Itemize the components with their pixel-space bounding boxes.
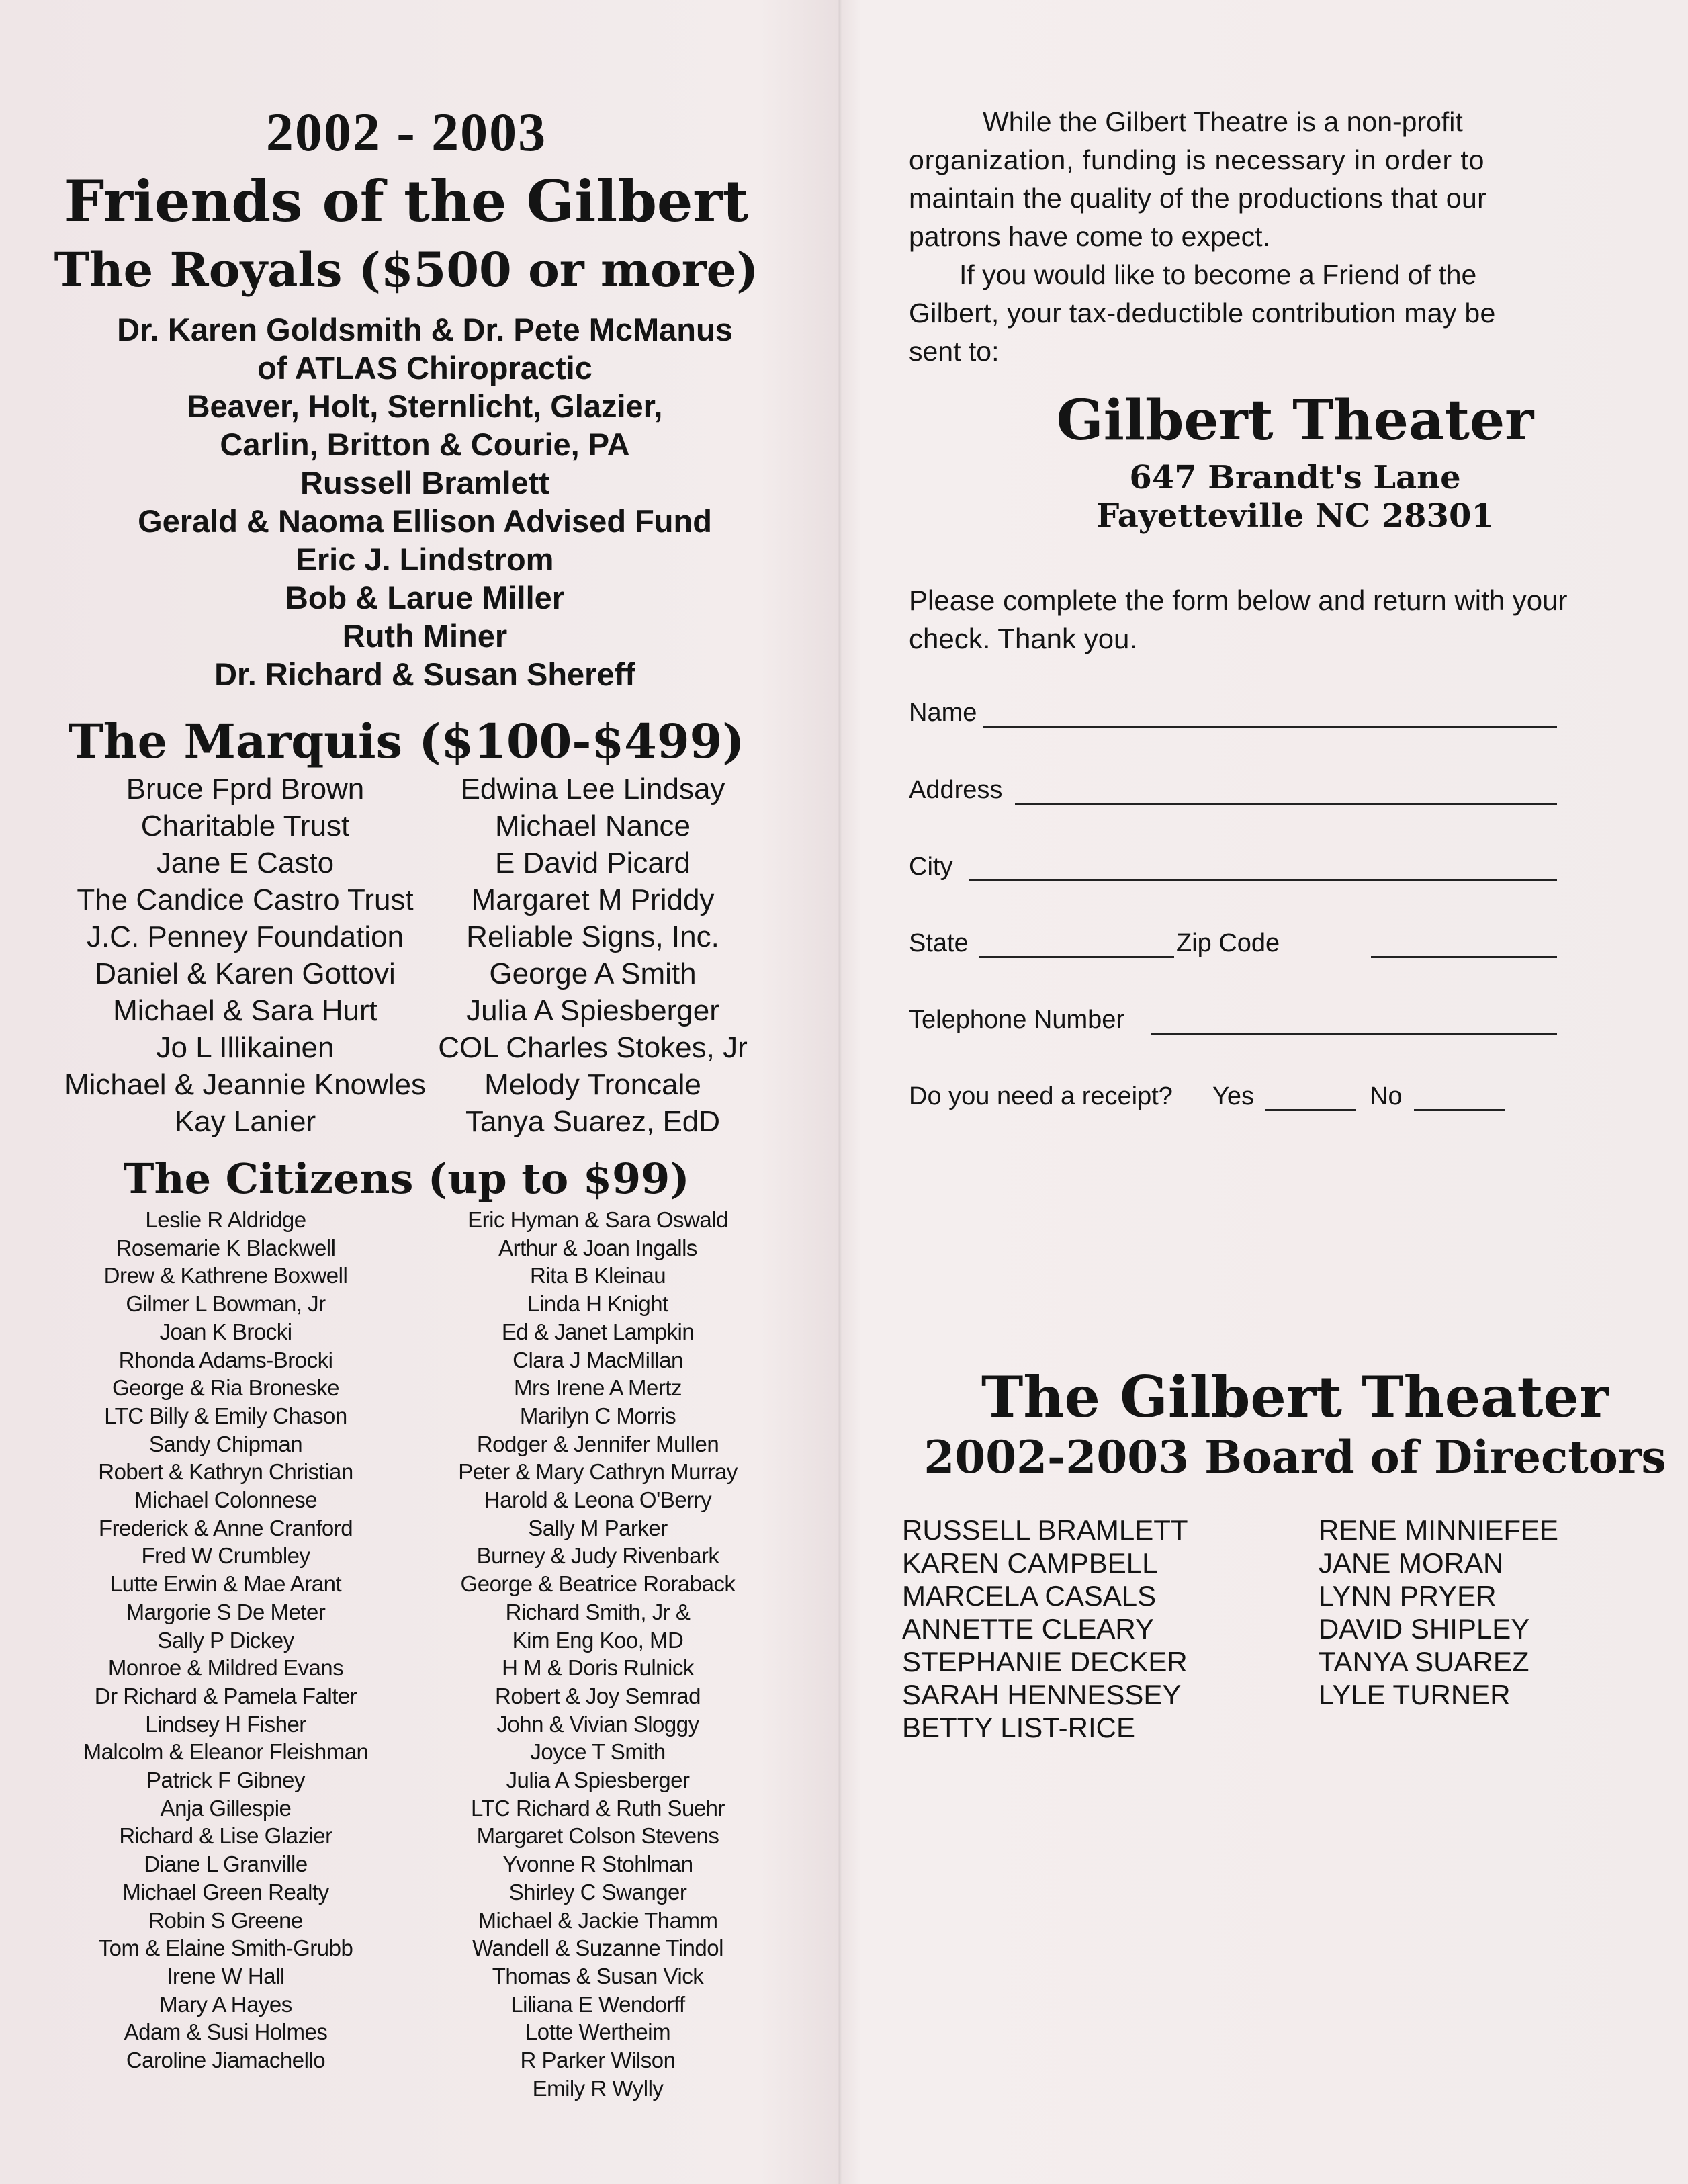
royals-donor: Carlin, Britton & Courie, PA bbox=[220, 427, 630, 462]
receipt-yes-label: Yes bbox=[1212, 1082, 1254, 1110]
marquis-donor: Margaret M Priddy bbox=[471, 883, 715, 916]
citizen-donor: Margorie S De Meter bbox=[126, 1599, 326, 1624]
citizen-donor: Richard Smith, Jr & bbox=[505, 1599, 691, 1624]
intro-line: sent to: bbox=[909, 336, 1000, 367]
royals-donor: Eric J. Lindstrom bbox=[296, 541, 554, 577]
marquis-donor: George A Smith bbox=[489, 957, 697, 990]
citizen-donor: Joan K Brocki bbox=[159, 1319, 292, 1344]
director-name: MARCELA CASALS bbox=[902, 1580, 1157, 1612]
royals-donor: Russell Bramlett bbox=[300, 465, 549, 500]
royals-donor: Ruth Miner bbox=[342, 618, 508, 654]
citizen-donor: H M & Doris Rulnick bbox=[502, 1655, 694, 1681]
board-title: The Gilbert Theater bbox=[981, 1364, 1609, 1430]
marquis-donor: Daniel & Karen Gottovi bbox=[95, 957, 396, 990]
director-name: ANNETTE CLEARY bbox=[902, 1613, 1154, 1645]
citizen-donor: Michael & Jackie Thamm bbox=[478, 1907, 718, 1933]
citizen-donor: Joyce T Smith bbox=[530, 1739, 666, 1765]
intro-line: patrons have come to expect. bbox=[909, 221, 1270, 252]
citizen-donor: George & Beatrice Roraback bbox=[460, 1571, 736, 1597]
citizen-donor: Mary A Hayes bbox=[159, 1991, 292, 2017]
citizen-donor: Michael Green Realty bbox=[122, 1879, 329, 1905]
intro-line: If you would like to become a Friend of the bbox=[959, 259, 1477, 290]
marquis-donor: Jane E Casto bbox=[156, 846, 335, 879]
intro-line: Gilbert, your tax-deductible contribution may be bbox=[909, 298, 1496, 329]
citizen-donor: John & Vivian Sloggy bbox=[496, 1711, 699, 1737]
citizen-donor: Shirley C Swanger bbox=[508, 1879, 687, 1905]
marquis-donor: Kay Lanier bbox=[174, 1105, 316, 1138]
address-row bbox=[909, 776, 1688, 816]
director-name: RUSSELL BRAMLETT bbox=[902, 1514, 1188, 1546]
citizen-donor: Gilmer L Bowman, Jr bbox=[126, 1291, 326, 1317]
receipt-yes-field[interactable] bbox=[1265, 1109, 1356, 1111]
citizen-donor: Arthur & Joan Ingalls bbox=[498, 1235, 697, 1260]
royals-donor: Gerald & Naoma Ellison Advised Fund bbox=[138, 503, 712, 539]
citizens-list-right bbox=[403, 1206, 793, 2103]
citizen-donor: LTC Richard & Ruth Suehr bbox=[470, 1795, 725, 1821]
directors-list-left bbox=[902, 1514, 1188, 1744]
state-zip-row bbox=[909, 929, 1688, 969]
citizen-donor: Linda H Knight bbox=[527, 1291, 668, 1317]
intro-line: While the Gilbert Theatre is a non-profit bbox=[983, 106, 1463, 137]
royals-donor: Dr. Karen Goldsmith & Dr. Pete McManus bbox=[117, 312, 733, 347]
citizen-donor: Drew & Kathrene Boxwell bbox=[103, 1263, 348, 1288]
citizen-donor: Eric Hyman & Sara Oswald bbox=[468, 1207, 728, 1232]
citizen-donor: Rhonda Adams-Brocki bbox=[118, 1347, 333, 1372]
citizen-donor: George & Ria Broneske bbox=[112, 1375, 339, 1401]
marquis-donor: E David Picard bbox=[494, 846, 691, 879]
city-row bbox=[909, 853, 1688, 893]
citizen-donor: LTC Billy & Emily Chason bbox=[104, 1403, 347, 1428]
royals-list bbox=[0, 310, 850, 693]
citizen-donor: Malcolm & Eleanor Fleishman bbox=[83, 1739, 369, 1765]
director-name: JANE MORAN bbox=[1319, 1547, 1504, 1579]
address-line-2: Fayetteville NC 28301 bbox=[1096, 497, 1494, 535]
telephone-label: Telephone Number bbox=[909, 1006, 1125, 1034]
citizen-donor: Rita B Kleinau bbox=[529, 1263, 666, 1288]
director-name: SARAH HENNESSEY bbox=[902, 1679, 1182, 1710]
marquis-donor: Michael & Sara Hurt bbox=[113, 994, 377, 1027]
citizen-donor: Sally P Dickey bbox=[157, 1627, 294, 1653]
citizen-donor: Burney & Judy Rivenbark bbox=[476, 1543, 719, 1569]
royals-donor: Dr. Richard & Susan Shereff bbox=[214, 656, 635, 692]
citizen-donor: Rodger & Jennifer Mullen bbox=[476, 1431, 719, 1456]
theater-name: Gilbert Theater bbox=[1056, 388, 1534, 453]
citizen-donor: Marilyn C Morris bbox=[519, 1403, 676, 1428]
citizen-donor: Diane L Granville bbox=[144, 1851, 308, 1877]
citizen-donor: Richard & Lise Glazier bbox=[119, 1823, 332, 1849]
citizen-donor: Sally M Parker bbox=[528, 1515, 668, 1540]
citizen-donor: Caroline Jiamachello bbox=[126, 2048, 326, 2073]
name-row bbox=[909, 699, 1688, 739]
citizen-donor: Kim Eng Koo, MD bbox=[512, 1627, 684, 1653]
director-name: BETTY LIST-RICE bbox=[902, 1712, 1135, 1743]
marquis-donor: Edwina Lee Lindsay bbox=[460, 773, 725, 805]
royals-donor: of ATLAS Chiropractic bbox=[257, 350, 592, 386]
director-name: TANYA SUAREZ bbox=[1319, 1646, 1529, 1677]
state-field[interactable] bbox=[979, 956, 1174, 958]
receipt-row bbox=[909, 1082, 1688, 1123]
citizen-donor: Mrs Irene A Mertz bbox=[513, 1375, 682, 1401]
citizens-heading: The Citizens (up to $99) bbox=[123, 1154, 690, 1203]
citizen-donor: Julia A Spiesberger bbox=[506, 1767, 690, 1793]
zip-label: Zip Code bbox=[1176, 929, 1280, 957]
citizen-donor: Wandell & Suzanne Tindol bbox=[472, 1935, 723, 1961]
citizen-donor: Monroe & Mildred Evans bbox=[107, 1655, 344, 1681]
intro-paragraph bbox=[909, 103, 1688, 371]
left-panel bbox=[0, 0, 838, 2184]
marquis-donor: COL Charles Stokes, Jr bbox=[438, 1031, 748, 1064]
citizen-donor: Clara J MacMillan bbox=[513, 1347, 683, 1372]
marquis-donor: J.C. Penney Foundation bbox=[86, 920, 404, 953]
citizen-donor: Liliana E Wendorff bbox=[510, 1991, 685, 2017]
intro-line: organization, funding is necessary in order to bbox=[909, 144, 1485, 175]
marquis-donor: The Candice Castro Trust bbox=[77, 883, 414, 916]
citizen-donor: Emily R Wylly bbox=[532, 2075, 664, 2101]
citizen-donor: Lutte Erwin & Mae Arant bbox=[109, 1571, 342, 1597]
city-field[interactable] bbox=[969, 879, 1557, 881]
marquis-heading: The Marquis ($100-$499) bbox=[68, 713, 745, 769]
royals-donor: Beaver, Holt, Sternlicht, Glazier, bbox=[187, 388, 663, 424]
citizen-donor: Michael Colonnese bbox=[134, 1487, 318, 1513]
right-panel bbox=[842, 0, 1688, 2184]
marquis-donor: Tanya Suarez, EdD bbox=[465, 1105, 721, 1138]
citizen-donor: Ed & Janet Lampkin bbox=[501, 1319, 695, 1344]
marquis-list-right bbox=[403, 771, 783, 1140]
marquis-donor: Charitable Trust bbox=[140, 810, 350, 842]
citizen-donor: Robert & Kathryn Christian bbox=[98, 1459, 353, 1485]
citizen-donor: Patrick F Gibney bbox=[146, 1767, 305, 1793]
director-name: KAREN CAMPBELL bbox=[902, 1547, 1158, 1579]
citizen-donor: Harold & Leona O'Berry bbox=[484, 1487, 712, 1513]
marquis-donor: Melody Troncale bbox=[484, 1068, 701, 1101]
director-name: LYNN PRYER bbox=[1319, 1580, 1497, 1612]
zip-field[interactable] bbox=[1371, 956, 1557, 958]
instruction-line: check. Thank you. bbox=[909, 623, 1138, 654]
director-name: STEPHANIE DECKER bbox=[902, 1646, 1188, 1677]
citizens-list-left bbox=[40, 1206, 411, 2074]
citizen-donor: Irene W Hall bbox=[167, 1963, 285, 1989]
receipt-no-label: No bbox=[1370, 1082, 1403, 1110]
royals-donor: Bob & Larue Miller bbox=[285, 580, 565, 615]
marquis-list-left bbox=[47, 771, 443, 1140]
citizen-donor: Yvonne R Stohlman bbox=[502, 1851, 693, 1877]
friends-title: Friends of the Gilbert bbox=[64, 168, 749, 234]
director-name: DAVID SHIPLEY bbox=[1319, 1613, 1530, 1645]
instruction-line: Please complete the form below and return with your bbox=[909, 584, 1568, 616]
address-label: Address bbox=[909, 776, 1003, 804]
citizen-donor: Robert & Joy Semrad bbox=[495, 1683, 701, 1708]
receipt-no-field[interactable] bbox=[1414, 1109, 1505, 1111]
citizen-donor: Anja Gillespie bbox=[160, 1795, 292, 1821]
intro-line: maintain the quality of the productions that our bbox=[909, 183, 1487, 214]
marquis-donor: Michael & Jeannie Knowles bbox=[64, 1068, 427, 1101]
marquis-donor: Bruce Fprd Brown bbox=[126, 773, 365, 805]
citizen-donor: Tom & Elaine Smith-Grubb bbox=[98, 1935, 353, 1961]
citizen-donor: Robin S Greene bbox=[148, 1907, 303, 1933]
state-label: State bbox=[909, 929, 969, 957]
telephone-field[interactable] bbox=[1151, 1033, 1557, 1035]
telephone-row bbox=[909, 1006, 1688, 1046]
name-label: Name bbox=[909, 699, 977, 727]
citizen-donor: Sandy Chipman bbox=[148, 1431, 303, 1456]
address-field[interactable] bbox=[1015, 803, 1557, 805]
city-label: City bbox=[909, 853, 953, 881]
board-subtitle: 2002-2003 Board of Directors bbox=[924, 1431, 1667, 1483]
season-year-title: 2002 - 2003 bbox=[265, 101, 547, 163]
address-line-1: 647 Brandt's Lane bbox=[1129, 459, 1461, 496]
citizen-donor: Margaret Colson Stevens bbox=[476, 1823, 719, 1849]
citizen-donor: Dr Richard & Pamela Falter bbox=[94, 1683, 357, 1708]
citizen-donor: Peter & Mary Cathryn Murray bbox=[458, 1459, 738, 1485]
form-instructions bbox=[909, 581, 1688, 658]
directors-list-right bbox=[1319, 1514, 1558, 1711]
marquis-donor: Jo L Illikainen bbox=[156, 1031, 335, 1064]
name-field[interactable] bbox=[983, 726, 1557, 728]
royals-heading: The Royals ($500 or more) bbox=[54, 242, 759, 298]
citizen-donor: Fred W Crumbley bbox=[141, 1543, 310, 1569]
marquis-donor: Reliable Signs, Inc. bbox=[466, 920, 719, 953]
citizen-donor: Lotte Wertheim bbox=[525, 2019, 671, 2045]
director-name: RENE MINNIEFEE bbox=[1319, 1514, 1559, 1546]
marquis-donor: Julia A Spiesberger bbox=[466, 994, 719, 1027]
citizen-donor: Rosemarie K Blackwell bbox=[116, 1235, 336, 1260]
director-name: LYLE TURNER bbox=[1319, 1679, 1511, 1710]
citizen-donor: Frederick & Anne Cranford bbox=[98, 1515, 353, 1540]
citizen-donor: Adam & Susi Holmes bbox=[124, 2019, 328, 2045]
citizen-donor: Leslie R Aldridge bbox=[145, 1207, 306, 1232]
citizen-donor: Thomas & Susan Vick bbox=[492, 1963, 704, 1989]
citizen-donor: R Parker Wilson bbox=[520, 2048, 676, 2073]
citizen-donor: Lindsey H Fisher bbox=[145, 1711, 306, 1737]
receipt-label: Do you need a receipt? bbox=[909, 1082, 1173, 1110]
marquis-donor: Michael Nance bbox=[494, 810, 691, 842]
